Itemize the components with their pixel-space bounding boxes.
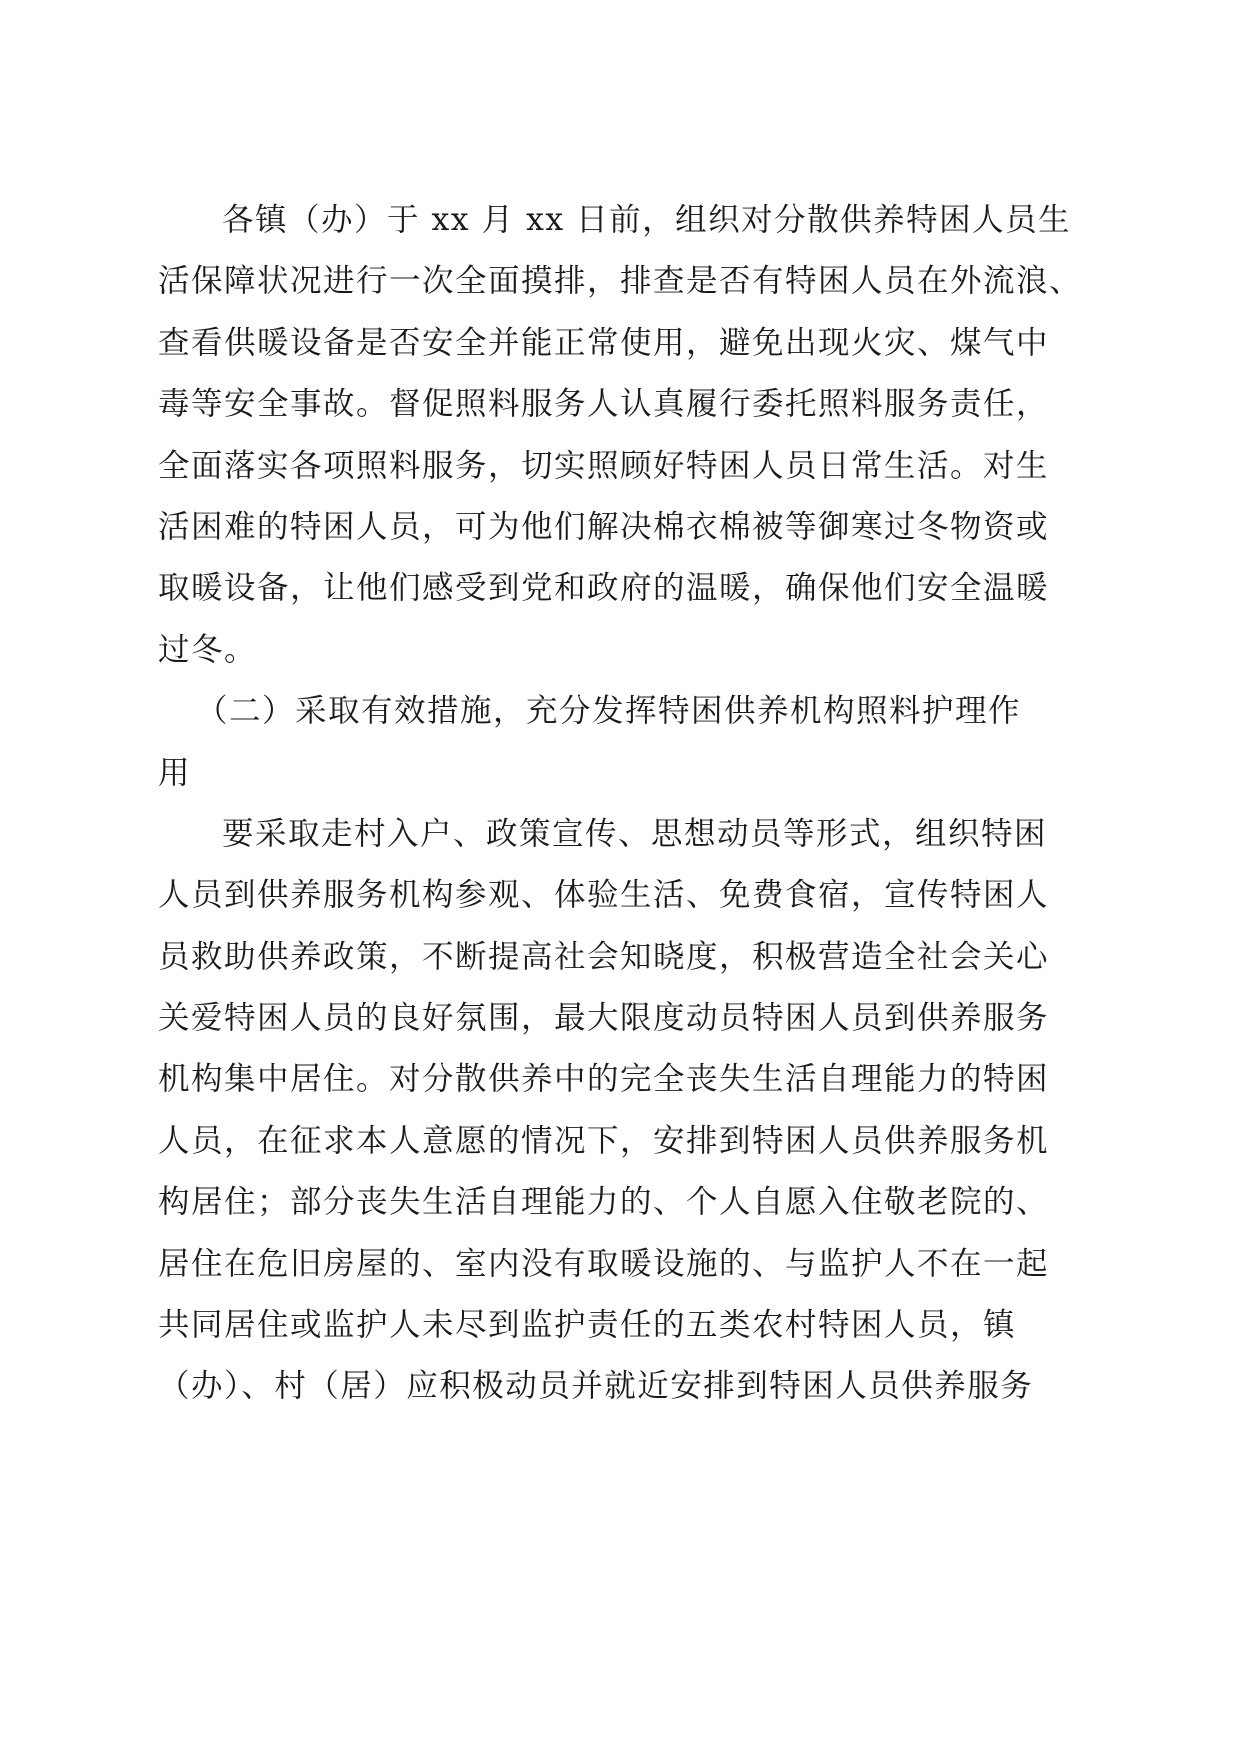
text-line: 各镇（办）于 xx 月 xx 日前，组织对分散供养特困人员生 xyxy=(222,202,1072,238)
text-line: 共同居住或监护人未尽到监护责任的五类农村特困人员，镇 xyxy=(158,1307,1017,1344)
text-line: 过冬。 xyxy=(158,631,258,668)
text-line: （办）、村（居）应积极动员并就近安排到特困人员供养服务 xyxy=(158,1368,1034,1405)
section-heading-2 xyxy=(158,681,1078,804)
text-line: 要采取走村入户、政策宣传、思想动员等形式，组织特困 xyxy=(222,815,1048,852)
paragraph-institution-care xyxy=(158,804,1078,1418)
text-line: 人员到供养服务机构参观、体验生活、免费食宿，宣传特困人 xyxy=(158,877,1050,914)
text-line: 查看供暖设备是否安全并能正常使用，避免出现火灾、煤气中 xyxy=(158,324,1050,361)
text-line: 居住在危旧房屋的、室内没有取暖设施的、与监护人不在一起 xyxy=(158,1245,1050,1282)
heading-line: （二）采取有效措施，充分发挥特困供养机构照料护理作 xyxy=(196,693,1022,730)
text-line: 构居住；部分丧失生活自理能力的、个人自愿入住敬老院的、 xyxy=(158,1184,1050,1221)
text-line: 关爱特困人员的良好氛围，最大限度动员特困人员到供养服务 xyxy=(158,1000,1050,1037)
text-line: 活保障状况进行一次全面摸排，排查是否有特困人员在外流浪、 xyxy=(158,263,1083,300)
text-line: 全面落实各项照料服务，切实照顾好特困人员日常生活。对生 xyxy=(158,447,1050,484)
text-line: 人员，在征求本人意愿的情况下，安排到特困人员供养服务机 xyxy=(158,1122,1050,1159)
text-line: 取暖设备，让他们感受到党和政府的温暖，确保他们安全温暖 xyxy=(158,570,1050,607)
paragraph-winter-safety xyxy=(158,190,1083,681)
text-line: 毒等安全事故。督促照料服务人认真履行委托照料服务责任， xyxy=(158,386,1050,423)
text-line: 机构集中居住。对分散供养中的完全丧失生活自理能力的特困 xyxy=(158,1061,1050,1098)
heading-line: 用 xyxy=(158,754,192,791)
text-line: 活困难的特困人员，可为他们解决棉衣棉被等御寒过冬物资或 xyxy=(158,508,1050,545)
document-body xyxy=(158,190,1083,1418)
text-line: 员救助供养政策，不断提高社会知晓度，积极营造全社会关心 xyxy=(158,938,1050,975)
